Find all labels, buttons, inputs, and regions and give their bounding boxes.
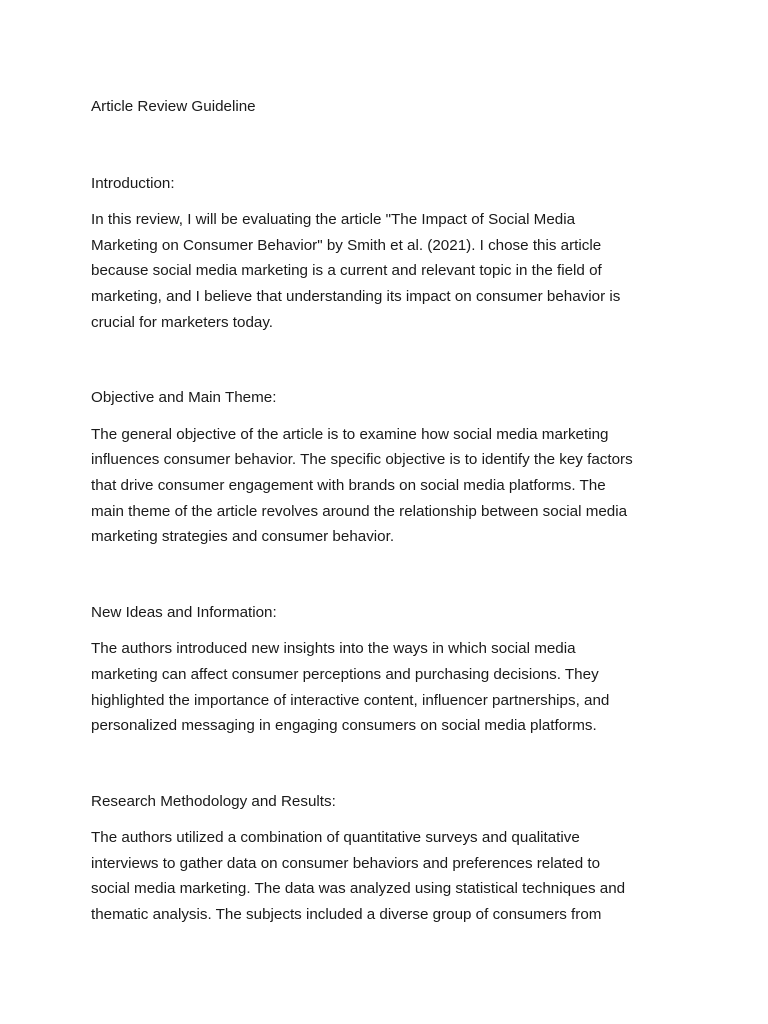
paragraph-line: social media marketing. The data was analyzed using statistical techniques and xyxy=(91,880,626,898)
section-paragraph xyxy=(91,207,671,335)
paragraph-line: interviews to gather data on consumer behaviors and preferences related to xyxy=(91,854,601,872)
section-paragraph xyxy=(91,636,671,738)
paragraph-line: marketing strategies and consumer behavior. xyxy=(91,528,395,546)
paragraph-line: marketing can affect consumer perceptions and purchasing decisions. They xyxy=(91,665,599,683)
paragraph-line: Marketing on Consumer Behavior" by Smith et al. (2021). I chose this article xyxy=(91,236,602,254)
section-new-ideas xyxy=(91,600,671,739)
section-heading: Objective and Main Theme: xyxy=(91,389,277,407)
paragraph-line: The general objective of the article is to examine how social media marketing xyxy=(91,425,609,443)
paragraph-line: marketing, and I believe that understanding its impact on consumer behavior is xyxy=(91,287,621,305)
paragraph-line: The authors utilized a combination of quantitative surveys and qualitative xyxy=(91,829,580,847)
section-heading: Introduction: xyxy=(91,174,175,192)
section-heading: Research Methodology and Results: xyxy=(91,792,336,810)
section-objective xyxy=(91,385,671,550)
paragraph-line: because social media marketing is a current and relevant topic in the field of xyxy=(91,262,602,280)
section-methodology xyxy=(91,789,671,928)
paragraph-line: that drive consumer engagement with brands on social media platforms. The xyxy=(91,476,606,494)
section-introduction xyxy=(91,171,671,336)
paragraph-line: influences consumer behavior. The specific objective is to identify the key factors xyxy=(91,451,633,469)
paragraph-line: personalized messaging in engaging consumers on social media platforms. xyxy=(91,717,597,735)
paragraph-line: main theme of the article revolves around the relationship between social media xyxy=(91,502,628,520)
paragraph-line: thematic analysis. The subjects included a diverse group of consumers from xyxy=(91,906,602,924)
paragraph-line: crucial for marketers today. xyxy=(91,313,274,331)
section-heading: New Ideas and Information: xyxy=(91,603,277,621)
section-paragraph xyxy=(91,825,671,927)
paragraph-line: The authors introduced new insights into the ways in which social media xyxy=(91,640,576,658)
document-body xyxy=(91,94,671,928)
paragraph-line: highlighted the importance of interactive content, influencer partnerships, and xyxy=(91,691,610,709)
section-paragraph xyxy=(91,422,671,550)
paragraph-line: In this review, I will be evaluating the article "The Impact of Social Media xyxy=(91,211,576,229)
document-title: Article Review Guideline xyxy=(91,98,256,115)
